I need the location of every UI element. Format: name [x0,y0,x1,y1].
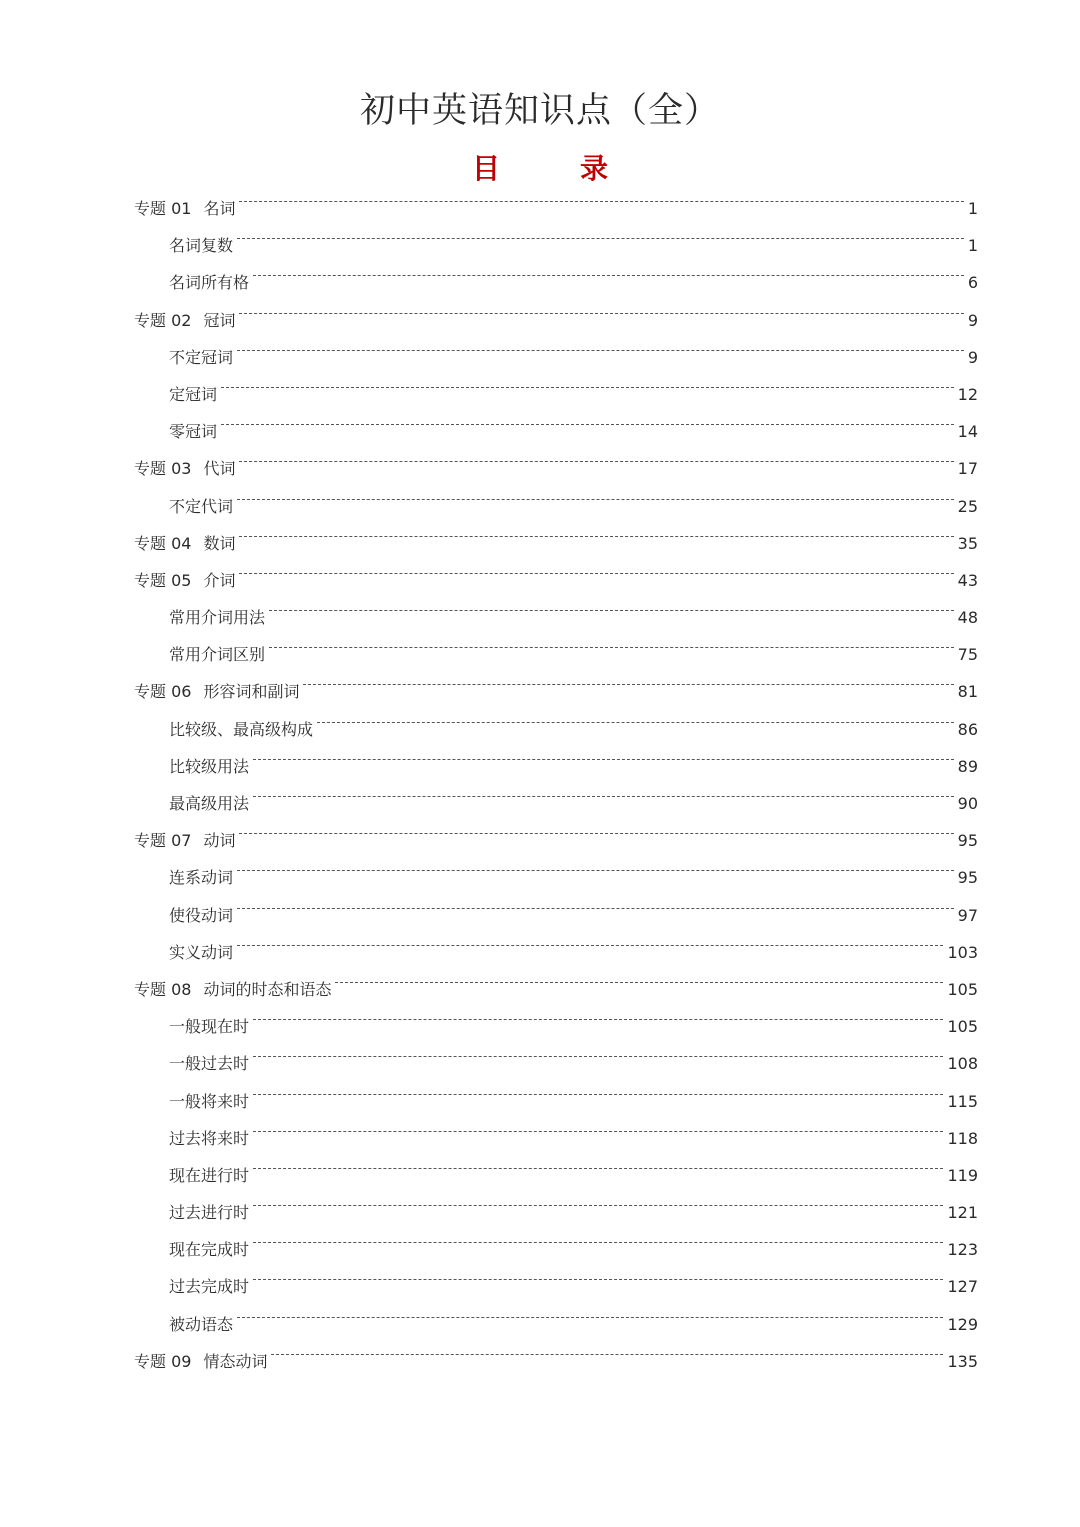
document-title: 初中英语知识点（全） [359,91,720,131]
toc-entry-title: 一般将来时 [169,1091,250,1111]
toc-entry-title: 现在进行时 [169,1165,250,1185]
toc-dot-leader [303,684,953,685]
toc-entry-label [134,525,235,562]
toc-entry-label [134,190,235,227]
toc-dot-leader [237,870,954,871]
toc-page-number: 123 [947,1240,978,1260]
toc-page-number: 48 [957,608,978,628]
toc-entry-label [134,1120,249,1157]
toc-chapter-entry[interactable] [134,1343,978,1380]
toc-section-entry[interactable] [134,934,978,971]
toc-dot-leader [237,1317,943,1318]
toc-dot-leader [253,1205,943,1206]
toc-page-number: 127 [947,1277,978,1297]
toc-page-number: 12 [957,384,978,404]
toc-page-number: 118 [947,1128,978,1148]
toc-dot-leader [253,1056,943,1057]
toc-entry-title: 实义动词 [169,942,234,962]
toc-entry-label [134,1008,249,1045]
toc-entry-label [134,599,265,636]
toc-section-entry[interactable] [134,748,978,785]
toc-entry-label [134,450,235,487]
toc-entry-label [134,859,233,896]
toc-section-entry[interactable] [134,636,978,673]
toc-dot-leader [253,1279,943,1280]
toc-page-number: 86 [957,719,978,739]
toc-dot-leader [271,1354,943,1355]
toc-entry-label [134,1268,249,1305]
toc-chapter-number: 专题 08 [134,979,192,999]
toc-section-entry[interactable] [134,897,978,934]
toc-chapter-entry[interactable] [134,822,978,859]
toc-chapter-number: 专题 02 [134,310,192,330]
toc-entry-title: 最高级用法 [169,794,250,813]
toc-page-number: 105 [947,1017,978,1037]
toc-entry-title: 零冠词 [169,422,218,442]
toc-entry-title: 一般现在时 [169,1017,250,1037]
toc-dot-leader [253,796,954,797]
toc-entry-title: 常用介词区别 [169,645,266,665]
toc-section-entry[interactable] [134,1306,978,1343]
toc-section-entry[interactable] [134,488,978,525]
toc-page-number: 17 [957,459,978,479]
toc-entry-title: 名词所有格 [169,273,250,293]
toc-chapter-number: 专题 05 [134,570,192,590]
toc-chapter-number: 专题 09 [134,1351,192,1371]
toc-page-number: 14 [957,422,978,442]
toc-dot-leader [253,759,954,760]
toc-chapter-number: 专题 06 [134,682,192,702]
toc-entry-label [134,1157,249,1194]
toc-entry-title: 过去完成时 [169,1277,250,1297]
toc-entry-title: 代词 [203,459,236,479]
toc-entry-title: 被动语态 [169,1314,234,1334]
toc-entry-label [134,897,233,934]
table-of-contents [134,190,978,1380]
toc-entry-title: 过去将来时 [169,1128,250,1148]
toc-section-entry[interactable] [134,1157,978,1194]
toc-entry-label [134,711,313,748]
toc-dot-leader [253,1168,943,1169]
toc-chapter-entry[interactable] [134,562,978,599]
toc-entry-label [134,1306,233,1343]
toc-page-number: 1 [967,199,978,218]
toc-entry-label [134,785,249,822]
toc-heading [0,150,1080,188]
toc-page-number: 135 [947,1351,978,1371]
toc-entry-label [134,1045,249,1082]
toc-chapter-number: 专题 04 [134,533,192,553]
toc-chapter-entry[interactable] [134,302,978,339]
toc-chapter-entry[interactable] [134,673,978,710]
toc-dot-leader [237,908,954,909]
toc-section-entry[interactable] [134,1231,978,1268]
toc-entry-title: 使役动词 [169,905,234,925]
toc-page-number: 9 [967,310,978,330]
toc-entry-label [134,971,331,1008]
toc-entry-title: 情态动词 [203,1351,268,1371]
toc-section-entry[interactable] [134,1120,978,1157]
toc-page-number: 89 [957,756,978,776]
toc-dot-leader [253,275,964,276]
toc-entry-title: 不定代词 [169,496,234,516]
toc-section-entry[interactable] [134,339,978,376]
toc-entry-title: 连系动词 [169,868,234,888]
toc-page-number: 115 [947,1091,978,1111]
toc-dot-leader [221,387,954,388]
toc-chapter-entry[interactable] [134,525,978,562]
toc-heading-left: 目 [471,152,500,185]
toc-section-entry[interactable] [134,1083,978,1120]
toc-dot-leader [239,536,953,537]
toc-chapter-number: 专题 07 [134,831,192,851]
toc-section-entry[interactable] [134,413,978,450]
toc-entry-label [134,413,217,450]
toc-chapter-number: 专题 03 [134,459,192,479]
toc-section-entry[interactable] [134,711,978,748]
toc-page-number: 121 [947,1203,978,1223]
toc-dot-leader [239,461,953,462]
toc-section-entry[interactable] [134,859,978,896]
toc-entry-label [134,934,233,971]
toc-entry-label [134,264,249,301]
toc-entry-title: 名词 [203,199,236,218]
toc-page-number: 35 [957,533,978,553]
toc-page-number: 119 [947,1165,978,1185]
toc-page-number: 105 [947,979,978,999]
toc-page-number: 81 [957,682,978,702]
toc-page-number: 43 [957,570,978,590]
toc-entry-title: 常用介词用法 [169,608,266,628]
toc-entry-title: 名词复数 [169,236,234,256]
toc-dot-leader [237,945,943,946]
toc-entry-label [134,376,217,413]
toc-section-entry[interactable] [134,227,978,264]
toc-page-number: 97 [957,905,978,925]
toc-page-number: 75 [957,645,978,665]
toc-entry-label [134,488,233,525]
toc-entry-title: 动词 [203,831,236,851]
toc-entry-label [134,1343,267,1380]
toc-entry-label [134,1083,249,1120]
toc-entry-title: 比较级用法 [169,756,250,776]
toc-page-number: 90 [957,794,978,813]
toc-section-entry[interactable] [134,1268,978,1305]
toc-dot-leader [253,1094,943,1095]
toc-entry-label [134,748,249,785]
toc-chapter-entry[interactable] [134,971,978,1008]
toc-dot-leader [253,1019,943,1020]
toc-entry-title: 定冠词 [169,384,218,404]
toc-entry-title: 介词 [203,570,236,590]
toc-entry-title: 数词 [203,533,236,553]
toc-section-entry[interactable] [134,785,978,822]
toc-page-number: 129 [947,1314,978,1334]
toc-dot-leader [237,350,964,351]
toc-entry-title: 一般过去时 [169,1054,250,1074]
toc-entry-label [134,822,235,859]
toc-entry-label [134,673,299,710]
toc-dot-leader [317,722,954,723]
toc-page-number: 95 [957,868,978,888]
toc-entry-title: 现在完成时 [169,1240,250,1260]
toc-section-entry[interactable] [134,599,978,636]
toc-dot-leader [239,573,953,574]
toc-entry-label [134,339,233,376]
toc-chapter-entry[interactable] [134,450,978,487]
toc-chapter-entry[interactable] [134,190,978,227]
toc-entry-label [134,227,233,264]
toc-dot-leader [221,424,954,425]
toc-page-number: 108 [947,1054,978,1074]
toc-section-entry[interactable] [134,376,978,413]
toc-entry-title: 动词的时态和语态 [203,979,332,999]
toc-dot-leader [253,1131,943,1132]
toc-section-entry[interactable] [134,264,978,301]
toc-entry-title: 冠词 [203,310,236,330]
toc-section-entry[interactable] [134,1194,978,1231]
toc-page-number: 95 [957,831,978,851]
toc-entry-title: 比较级、最高级构成 [169,719,314,739]
toc-page-number: 6 [967,273,978,293]
toc-page-number: 9 [967,347,978,367]
toc-entry-label [134,636,265,673]
toc-section-entry[interactable] [134,1008,978,1045]
toc-dot-leader [269,610,954,611]
toc-dot-leader [239,313,963,314]
toc-dot-leader [239,201,963,202]
toc-entry-label [134,1231,249,1268]
toc-dot-leader [269,647,954,648]
toc-page-number: 1 [967,236,978,256]
toc-section-entry[interactable] [134,1045,978,1082]
toc-entry-label [134,1194,249,1231]
toc-entry-title: 过去进行时 [169,1203,250,1223]
toc-entry-label [134,562,235,599]
toc-entry-title: 不定冠词 [169,347,234,367]
toc-dot-leader [253,1242,943,1243]
toc-dot-leader [237,238,964,239]
toc-entry-label [134,302,235,339]
toc-heading-right: 录 [580,152,609,185]
toc-chapter-number: 专题 01 [134,199,192,218]
toc-dot-leader [335,982,943,983]
toc-page-number: 103 [947,942,978,962]
toc-page-number: 25 [957,496,978,516]
toc-entry-title: 形容词和副词 [203,682,300,702]
toc-dot-leader [237,499,954,500]
toc-dot-leader [239,833,953,834]
